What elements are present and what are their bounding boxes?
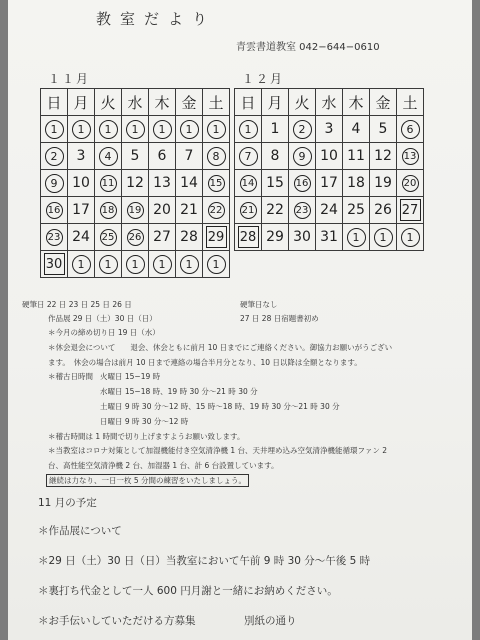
- calendar-week-row: [41, 224, 230, 251]
- circled-day: 1: [347, 228, 366, 247]
- weekday-header: 金: [370, 89, 397, 116]
- weekday-header: 火: [95, 89, 122, 116]
- weekday-header: 日: [235, 89, 262, 116]
- leave-policy-cont: ます。 休会の場合は前月 10 日まで連絡の場合半月分となり、10 日以降は全額となります。: [48, 358, 362, 367]
- calendar-day-cell: 14: [176, 170, 203, 197]
- calendar-day-cell: [122, 197, 149, 224]
- calendar-day-cell: 5: [122, 143, 149, 170]
- weekday-header-row: [235, 89, 424, 116]
- practice-motto: 継続は力なり、一日一枚 5 分間の練習をいたしましょう。: [46, 474, 249, 487]
- calendar-day-cell: 26: [370, 197, 397, 224]
- calendar-day-cell: 10: [316, 143, 343, 170]
- calendar-day-cell: [41, 197, 68, 224]
- boxed-day: 28: [238, 226, 259, 248]
- nov-note-exhibition: 作品展 29 日（土）30 日（日）: [48, 314, 157, 323]
- weekday-header: 土: [397, 89, 424, 116]
- calendar-day-cell: [203, 170, 230, 197]
- schedule-row: 日曜日 9 時 30 分〜12 時: [100, 417, 189, 426]
- calendar-week-row: [235, 170, 424, 197]
- weekday-header: 木: [343, 89, 370, 116]
- calendar-day-cell: 24: [68, 224, 95, 251]
- calendar-day-cell: [203, 251, 230, 278]
- calendar-day-cell: 20: [149, 197, 176, 224]
- corona-note-cont: 台、高性能空気清浄機 2 台、加湿器 1 台、計 6 台設置しています。: [48, 461, 279, 470]
- calendar-day-cell: 31: [316, 224, 343, 251]
- calendar-day-cell: [235, 116, 262, 143]
- calendar-day-cell: [289, 170, 316, 197]
- circled-day: 1: [99, 120, 118, 139]
- december-calendar: [234, 88, 424, 251]
- calendar-day-cell: 7: [176, 143, 203, 170]
- calendar-day-cell: [397, 224, 424, 251]
- plan-item: ＊作品展について: [38, 525, 122, 537]
- schedule-row: 土曜日 9 時 30 分〜12 時、15 時〜18 時、19 時 30 分〜21 時 30 分: [100, 402, 340, 411]
- weekday-header: 水: [122, 89, 149, 116]
- circled-day: 1: [207, 120, 226, 139]
- deadline-note: ＊今月の締め切り日 19 日（水）: [48, 328, 160, 337]
- schedule-title: ＊稽古日時間: [48, 372, 93, 381]
- calendar-day-cell: 1: [262, 116, 289, 143]
- calendar-day-cell: 3: [68, 143, 95, 170]
- circled-day: 23: [294, 202, 311, 219]
- weekday-header: 日: [41, 89, 68, 116]
- plan-item-value: 別紙の通り: [244, 615, 297, 627]
- weekday-header-row: [41, 89, 230, 116]
- page-title: 教室だより: [96, 10, 217, 28]
- calendar-day-cell: 29: [262, 224, 289, 251]
- circled-day: 11: [100, 175, 117, 192]
- circled-day: 9: [293, 147, 312, 166]
- calendar-day-cell: 3: [316, 116, 343, 143]
- schedule-row: 水曜日 15−18 時、19 時 30 分〜21 時 30 分: [100, 387, 258, 396]
- calendar-day-cell: 12: [122, 170, 149, 197]
- calendar-day-cell: [289, 143, 316, 170]
- calendar-day-cell: [95, 116, 122, 143]
- newsletter-page: [8, 0, 472, 640]
- circled-day: 9: [45, 174, 64, 193]
- calendar-day-cell: [235, 143, 262, 170]
- calendar-day-cell: [122, 251, 149, 278]
- nov-note-pen-days: 硬筆日 22 日 23 日 25 日 26 日: [22, 300, 132, 309]
- calendar-day-cell: 22: [262, 197, 289, 224]
- calendar-day-cell: 17: [68, 197, 95, 224]
- circled-day: 1: [72, 120, 91, 139]
- circled-day: 13: [402, 148, 419, 165]
- circled-day: 18: [100, 202, 117, 219]
- calendar-day-cell: [68, 251, 95, 278]
- weekday-header: 月: [68, 89, 95, 116]
- calendar-day-cell: 28: [176, 224, 203, 251]
- circled-day: 15: [208, 175, 225, 192]
- time-note: ＊稽古時間は 1 時間で切り上げますようお願い致します。: [48, 432, 245, 441]
- calendar-day-cell: [203, 116, 230, 143]
- calendar-day-cell: [397, 170, 424, 197]
- circled-day: 2: [45, 147, 64, 166]
- leave-policy: ＊休会退会について 退会、休会ともに前月 10 日までにご連絡ください。御協力お願いがうござい: [48, 343, 393, 352]
- calendar-day-cell: [343, 224, 370, 251]
- calendar-week-row: [41, 251, 230, 278]
- boxed-day: 27: [400, 199, 421, 221]
- calendar-day-cell: [95, 170, 122, 197]
- calendar-day-cell: [95, 224, 122, 251]
- calendar-day-cell: 6: [149, 143, 176, 170]
- circled-day: 1: [126, 120, 145, 139]
- dec-note-pen-days: 硬筆日なし: [240, 300, 278, 309]
- schedule-row: 火曜日 15−19 時: [100, 372, 161, 381]
- boxed-day: 29: [206, 226, 227, 248]
- calendar-day-cell: 8: [262, 143, 289, 170]
- weekday-header: 金: [176, 89, 203, 116]
- circled-day: 14: [240, 175, 257, 192]
- calendar-day-cell: 21: [176, 197, 203, 224]
- calendar-day-cell: 19: [370, 170, 397, 197]
- calendar-day-cell: [176, 251, 203, 278]
- circled-day: 7: [239, 147, 258, 166]
- circled-day: 25: [100, 229, 117, 246]
- calendar-day-cell: [203, 143, 230, 170]
- calendar-week-row: [235, 143, 424, 170]
- circled-day: 19: [127, 202, 144, 219]
- circled-day: 1: [180, 120, 199, 139]
- weekday-header: 火: [289, 89, 316, 116]
- circled-day: 16: [46, 202, 63, 219]
- circled-day: 21: [240, 202, 257, 219]
- calendar-day-cell: 15: [262, 170, 289, 197]
- calendar-day-cell: 18: [343, 170, 370, 197]
- november-calendar: [40, 88, 230, 278]
- calendar-day-cell: [203, 197, 230, 224]
- calendar-day-cell: [397, 143, 424, 170]
- circled-day: 1: [207, 255, 226, 274]
- calendar-day-cell: 25: [343, 197, 370, 224]
- calendar-day-cell: [41, 143, 68, 170]
- circled-day: 8: [207, 147, 226, 166]
- calendar-day-cell: 5: [370, 116, 397, 143]
- calendar-day-cell: 30: [289, 224, 316, 251]
- weekday-header: 水: [316, 89, 343, 116]
- calendar-day-cell: [370, 224, 397, 251]
- calendar-day-cell: [41, 251, 68, 278]
- weekday-header: 月: [262, 89, 289, 116]
- calendar-day-cell: [289, 197, 316, 224]
- calendar-day-cell: 13: [149, 170, 176, 197]
- calendar-day-cell: [122, 116, 149, 143]
- circled-day: 1: [45, 120, 64, 139]
- calendar-day-cell: 11: [343, 143, 370, 170]
- calendar-week-row: [41, 116, 230, 143]
- weekday-header: 木: [149, 89, 176, 116]
- plan-item: ＊お手伝いしていただける方募集: [38, 615, 196, 627]
- calendar-week-row: [41, 143, 230, 170]
- circled-day: 1: [153, 120, 172, 139]
- calendar-day-cell: [235, 170, 262, 197]
- circled-day: 2: [293, 120, 312, 139]
- corona-note: ＊当教室はコロナ対策として加湿機能付き空気清浄機 1 台、天井埋め込み空気清浄機能循環ファン 2: [48, 446, 388, 455]
- calendar-day-cell: [235, 224, 262, 251]
- circled-day: 1: [99, 255, 118, 274]
- calendar-day-cell: [235, 197, 262, 224]
- calendar-week-row: [235, 116, 424, 143]
- calendar-day-cell: [397, 116, 424, 143]
- circled-day: 1: [126, 255, 145, 274]
- school-contact: 青雲書道教室 042−644−0610: [236, 42, 380, 53]
- calendar-day-cell: [149, 251, 176, 278]
- november-label: １１月: [48, 72, 91, 86]
- circled-day: 26: [127, 229, 144, 246]
- calendar-week-row: [235, 224, 424, 251]
- calendar-day-cell: [95, 197, 122, 224]
- plans-heading: 11 月の予定: [38, 497, 97, 509]
- circled-day: 1: [153, 255, 172, 274]
- calendar-day-cell: [41, 224, 68, 251]
- circled-day: 1: [72, 255, 91, 274]
- calendar-day-cell: 10: [68, 170, 95, 197]
- calendar-day-cell: [397, 197, 424, 224]
- dec-note-homework: 27 日 28 日宿題書初め: [240, 314, 319, 323]
- calendar-week-row: [41, 170, 230, 197]
- circled-day: 1: [401, 228, 420, 247]
- plan-item: ＊29 日（土）30 日（日）当教室において午前 9 時 30 分〜午後 5 時: [38, 555, 371, 567]
- circled-day: 23: [46, 229, 63, 246]
- calendar-week-row: [41, 197, 230, 224]
- calendar-week-row: [235, 197, 424, 224]
- circled-day: 1: [180, 255, 199, 274]
- plan-item: ＊裏打ち代金として一人 600 円月謝と一緒にお納めください。: [38, 585, 338, 597]
- calendar-day-cell: 4: [343, 116, 370, 143]
- circled-day: 1: [239, 120, 258, 139]
- calendar-day-cell: 24: [316, 197, 343, 224]
- calendar-day-cell: [68, 116, 95, 143]
- boxed-day: 30: [44, 253, 65, 275]
- calendar-day-cell: [95, 143, 122, 170]
- calendar-day-cell: [149, 116, 176, 143]
- calendar-day-cell: 27: [149, 224, 176, 251]
- calendar-day-cell: [41, 116, 68, 143]
- calendar-day-cell: 17: [316, 170, 343, 197]
- circled-day: 6: [401, 120, 420, 139]
- calendar-day-cell: [95, 251, 122, 278]
- calendar-day-cell: [289, 116, 316, 143]
- circled-day: 16: [294, 175, 311, 192]
- circled-day: 1: [374, 228, 393, 247]
- circled-day: 20: [402, 175, 419, 192]
- weekday-header: 土: [203, 89, 230, 116]
- calendar-day-cell: [41, 170, 68, 197]
- circled-day: 22: [208, 202, 225, 219]
- december-label: １２月: [242, 72, 285, 86]
- calendar-day-cell: 12: [370, 143, 397, 170]
- calendar-day-cell: [203, 224, 230, 251]
- circled-day: 4: [99, 147, 118, 166]
- calendar-day-cell: [122, 224, 149, 251]
- calendar-day-cell: [176, 116, 203, 143]
